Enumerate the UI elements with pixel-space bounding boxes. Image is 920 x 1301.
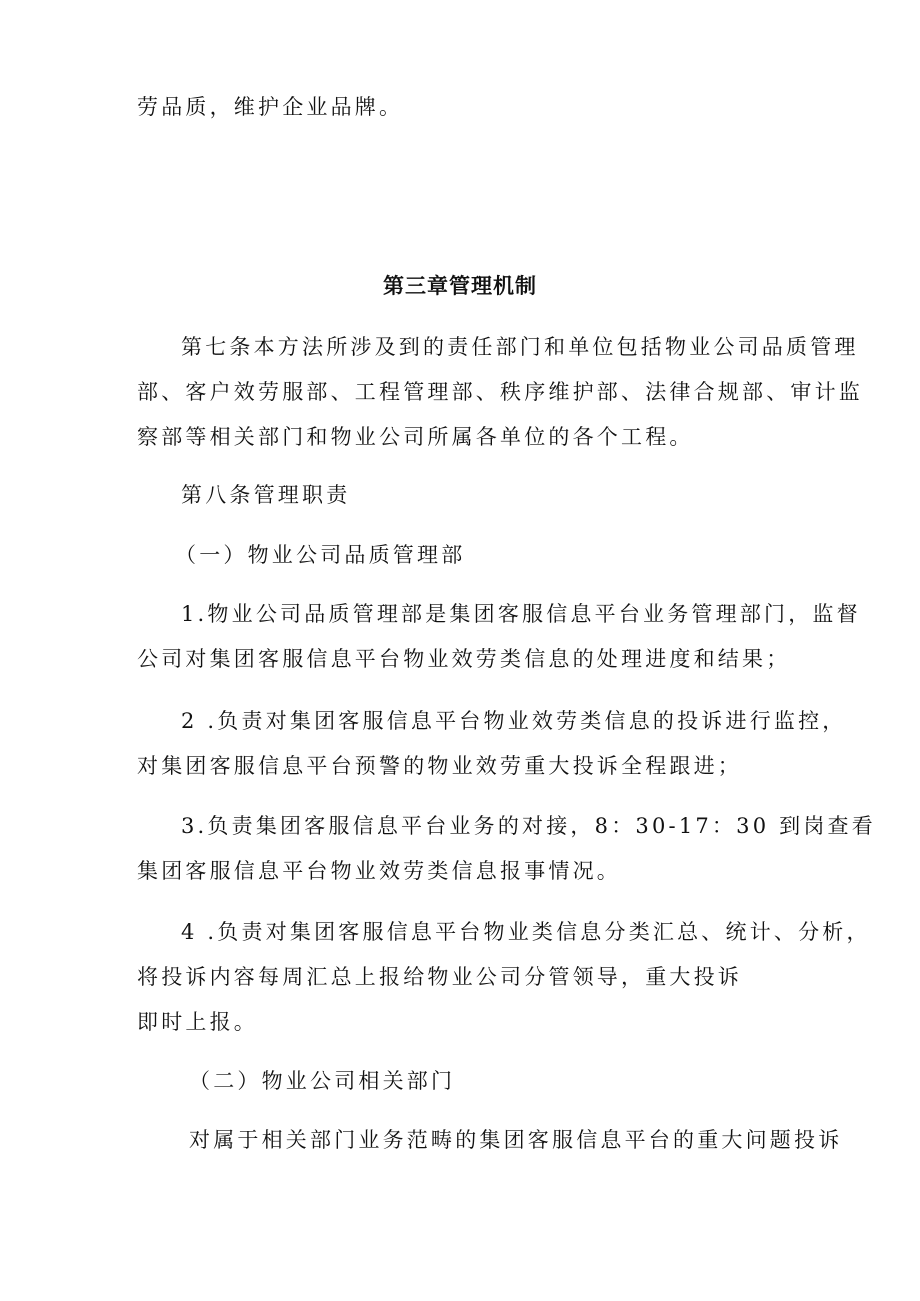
section-heading: （二）物业公司相关部门 [189, 1069, 456, 1093]
paragraph-line: 公司对集团客服信息平台物业效劳类信息的处理进度和结果； [137, 647, 791, 671]
paragraph-line: 2 .负责对集团客服信息平台物业效劳类信息的投诉进行监控， [181, 709, 847, 733]
paragraph-line: 即时上报。 [137, 1010, 258, 1034]
paragraph-line: 4 .负责对集团客服信息平台物业类信息分类汇总、统计、分析， [181, 920, 871, 944]
article-heading: 第八条管理职责 [181, 483, 351, 507]
paragraph-line: 部、客户效劳服部、工程管理部、秩序维护部、法律合规部、审计监 [137, 380, 863, 404]
paragraph-line: 集团客服信息平台物业效劳类信息报事情况。 [137, 859, 621, 883]
paragraph-line: 将投诉内容每周汇总上报给物业公司分管领导，重大投诉 [137, 965, 742, 989]
paragraph-line: 3.负责集团客服信息平台业务的对接，8：30-17：30 到岗查看 [181, 814, 876, 838]
paragraph-line: 劳品质，维护企业品牌。 [137, 95, 404, 119]
paragraph-line: 1.物业公司品质管理部是集团客服信息平台业务管理部门，监督 [181, 602, 861, 626]
paragraph-line: 对属于相关部门业务范畴的集团客服信息平台的重大问题投诉 [189, 1128, 843, 1152]
paragraph-line: 第七条本方法所涉及到的责任部门和单位包括物业公司品质管理 [181, 335, 859, 359]
section-heading: （一）物业公司品质管理部 [175, 543, 466, 567]
paragraph-line: 察部等相关部门和物业公司所属各单位的各个工程。 [137, 425, 694, 449]
chapter-heading: 第三章管理机制 [383, 273, 537, 298]
paragraph-line: 对集团客服信息平台预警的物业效劳重大投诉全程跟进； [137, 754, 742, 778]
